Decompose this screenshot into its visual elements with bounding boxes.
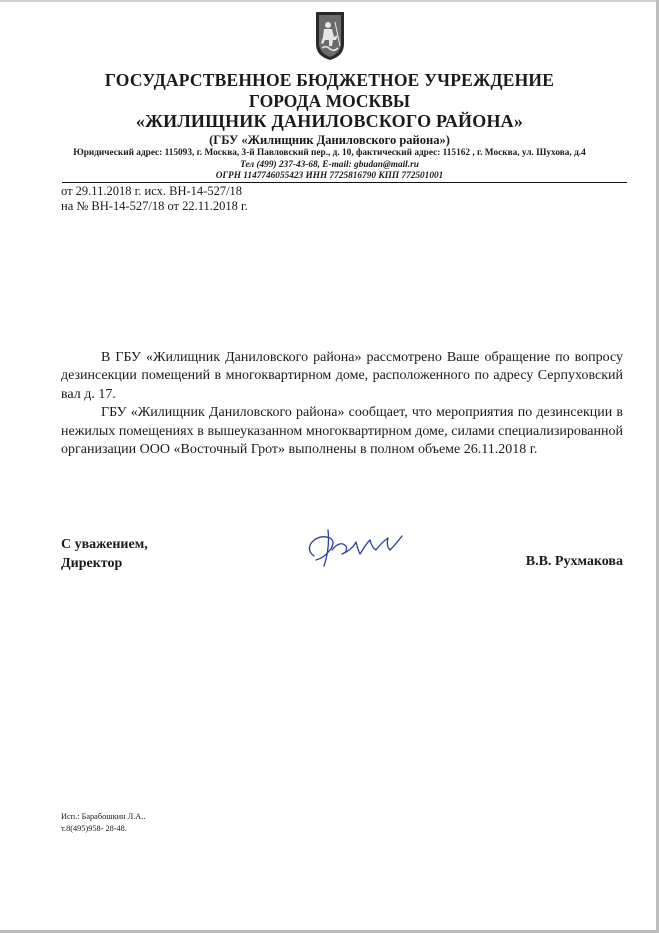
org-short-name: (ГБУ «Жилищник Даниловского района») bbox=[209, 133, 450, 147]
executor-phone: т.8(495)958- 28-48. bbox=[61, 824, 127, 833]
letter-body bbox=[61, 349, 623, 459]
body-paragraph-1: В ГБУ «Жилищник Даниловского района» рассмотрено Ваше обращение по вопросу дезинсекции помещений в многоквартирном доме, расположенного по адресу Серпуховский вал д. 17. bbox=[61, 350, 623, 402]
org-name-line-2: ГОРОДА МОСКВЫ bbox=[248, 91, 411, 111]
body-paragraph-2: ГБУ «Жилищник Даниловского района» сообщает, что мероприятия по дезинсекции в нежилых помещениях в вышеуказанном многоквартирном доме, силами специализированной организации ООО «Восточный Грот» выполнены в полном объеме 26.11.2018 г. bbox=[61, 405, 623, 458]
header-divider bbox=[62, 182, 627, 183]
outgoing-reference: от 29.11.2018 г. исх. ВН-14-527/18 bbox=[61, 184, 243, 198]
scan-edge-top bbox=[0, 0, 659, 2]
org-name-line-1: ГОСУДАРСТВЕННОЕ БЮДЖЕТНОЕ УЧРЕЖДЕНИЕ bbox=[104, 70, 555, 90]
moscow-coat-of-arms-icon bbox=[313, 10, 347, 62]
closing-regards: С уважением, bbox=[61, 537, 148, 552]
handwritten-signature-icon bbox=[300, 520, 410, 570]
org-registration: ОГРН 1147746055423 ИНН 7725816790 КПП 772501001 bbox=[215, 171, 444, 181]
signer-position: Директор bbox=[61, 555, 123, 571]
incoming-reference: на № ВН-14-527/18 от 22.11.2018 г. bbox=[61, 199, 248, 213]
org-name-line-3: «ЖИЛИЩНИК ДАНИЛОВСКОГО РАЙОНА» bbox=[135, 111, 524, 131]
executor-name: Исп.: Барабошкин Л.А.. bbox=[61, 812, 146, 821]
org-address: Юридический адрес: 115093, г. Москва, 3-й Павловский пер., д. 10, фактический адрес: 115162 , г. Москва, ул. Шухова, д.4 bbox=[73, 148, 586, 158]
org-contacts: Тел (499) 237-43-68, E-mail: gbudan@mail.ru bbox=[240, 160, 419, 170]
signer-name: В.В. Рухмакова bbox=[525, 554, 623, 569]
executor-block bbox=[61, 811, 145, 835]
closing-block bbox=[61, 536, 148, 573]
